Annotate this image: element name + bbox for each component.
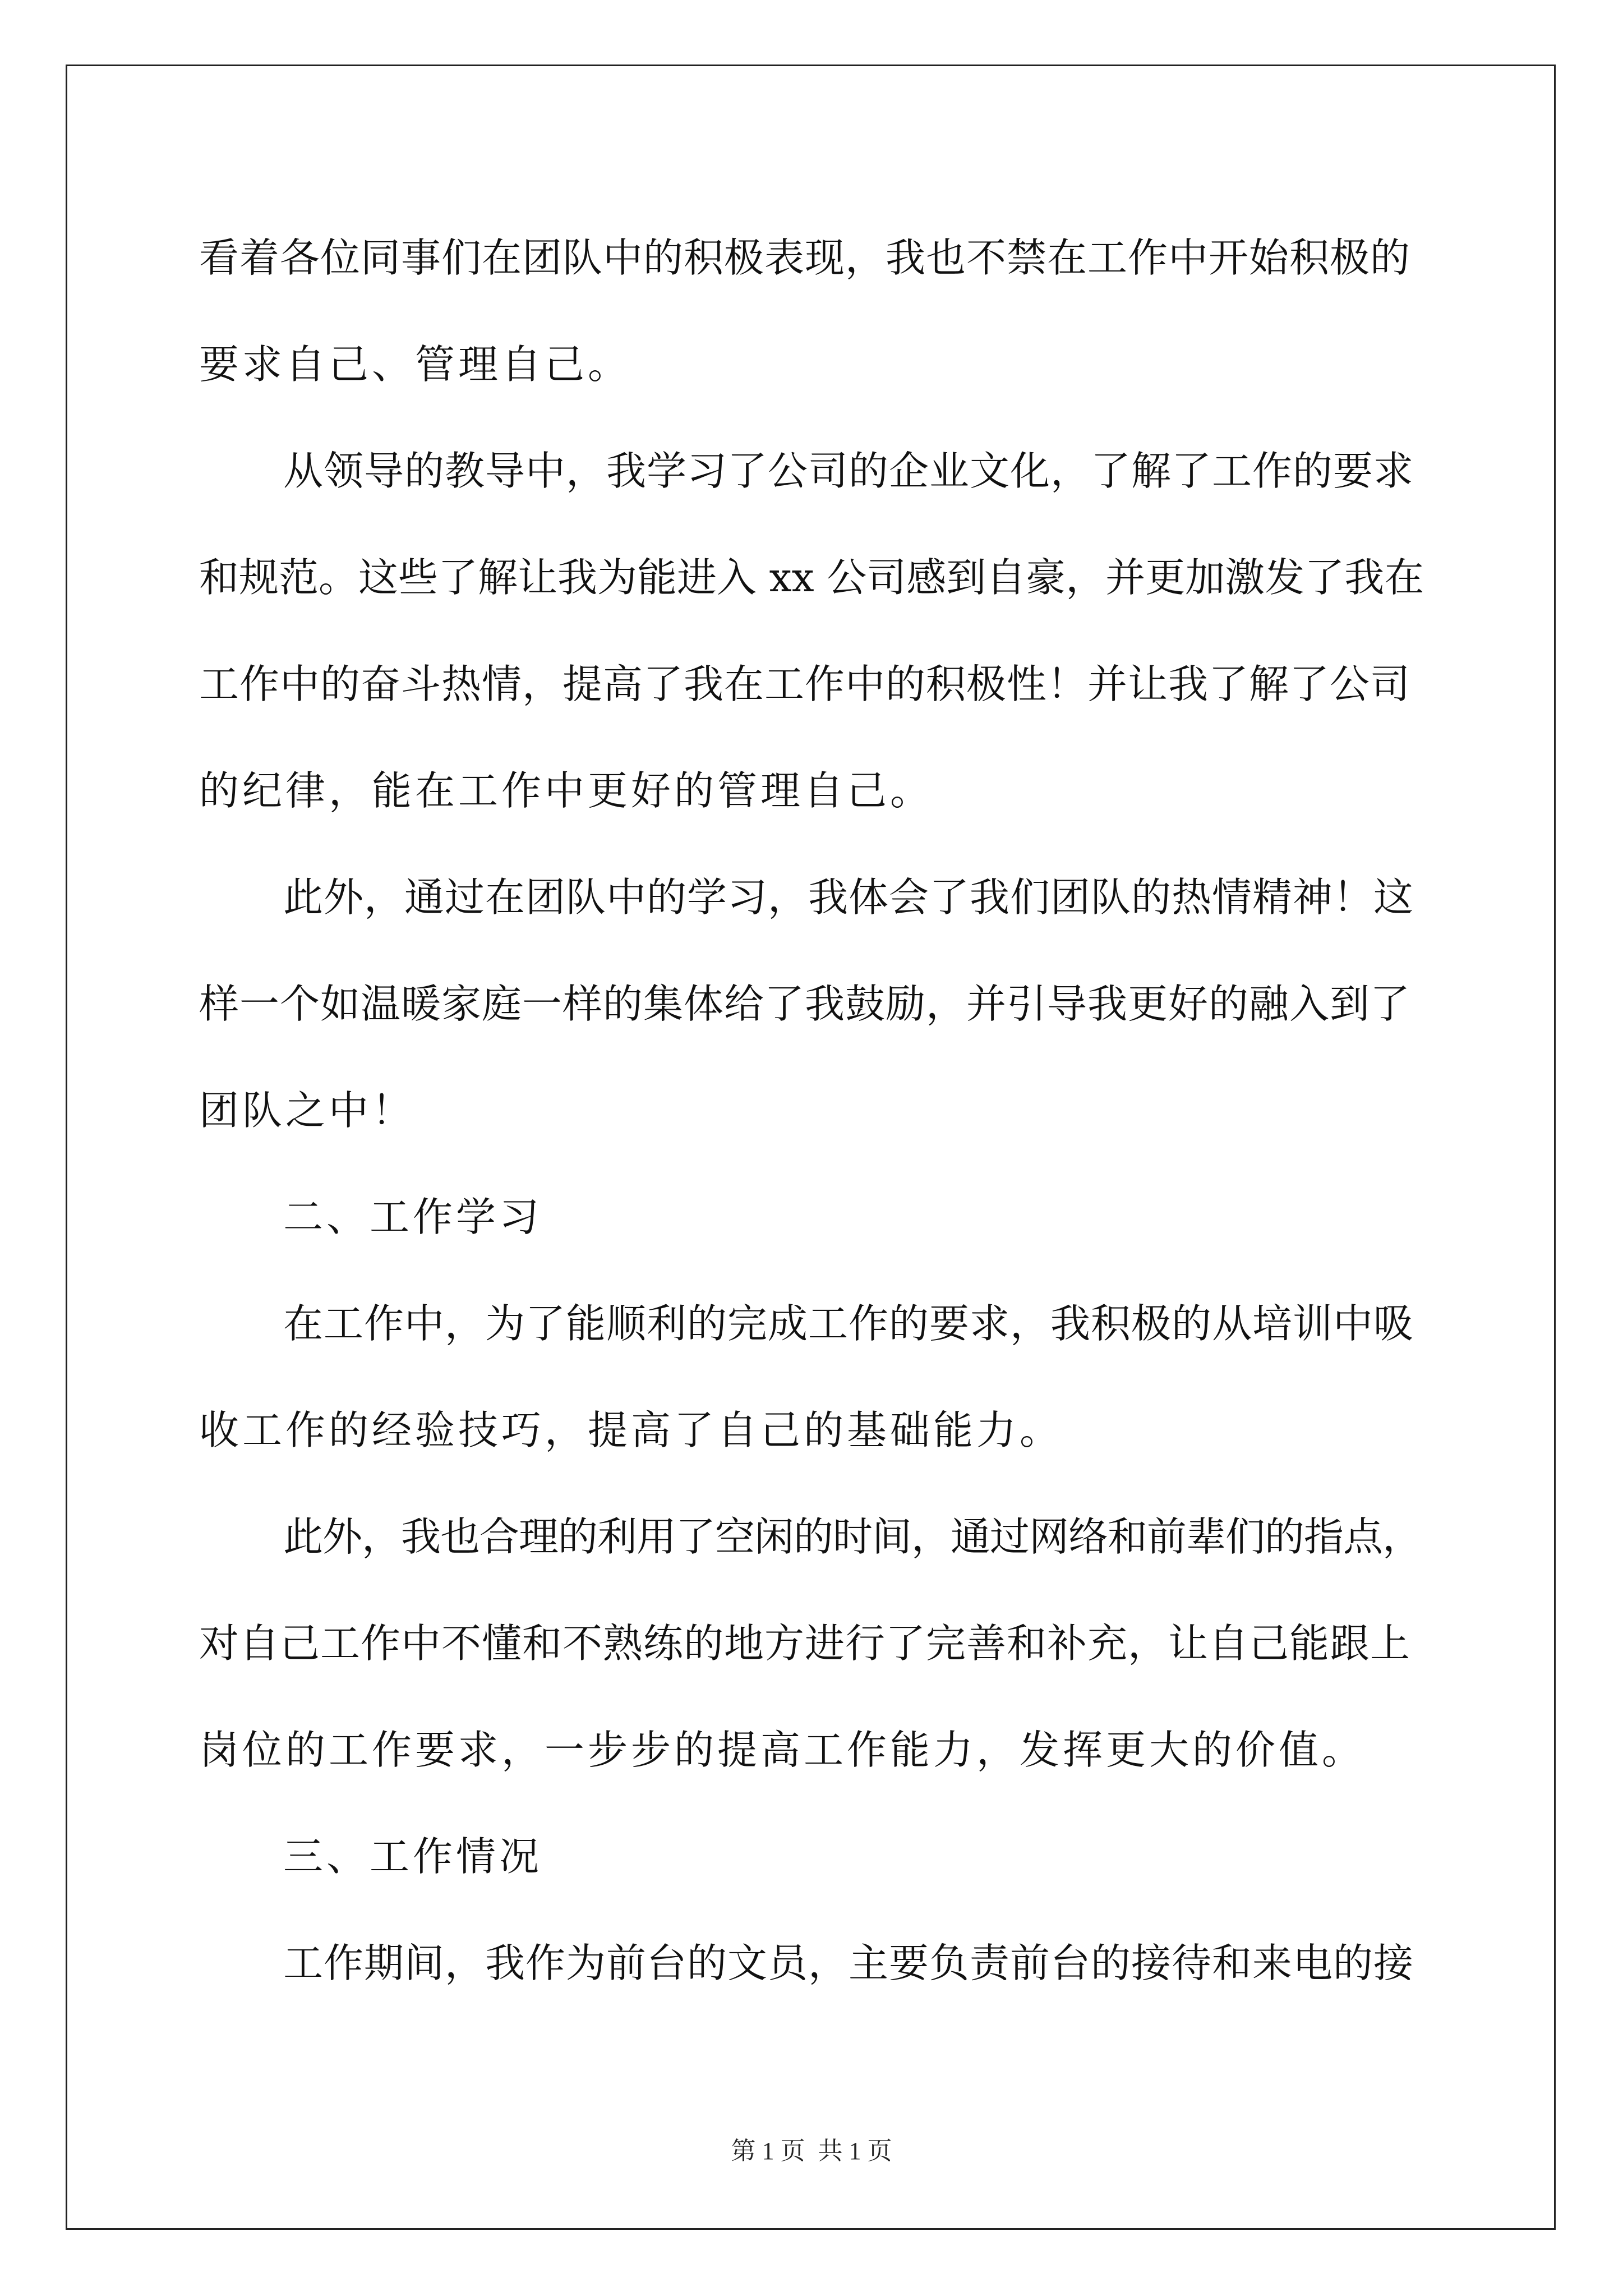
text-line: 对自己工作中不懂和不熟练的地方进行了完善和补充，让自己能跟上: [199, 1620, 1411, 1667]
text-line: 要求自己、管理自己。: [199, 341, 631, 388]
section-heading: 三、工作情况: [283, 1833, 543, 1880]
text-line: 此外，通过在团队中的学习，我体会了我们团队的热情精神！这: [283, 874, 1414, 921]
text-line: 的纪律，能在工作中更好的管理自己。: [199, 767, 934, 814]
text-line: 团队之中！: [199, 1087, 416, 1134]
text-line: 在工作中，为了能顺利的完成工作的要求，我积极的从培训中吸: [283, 1300, 1414, 1347]
text-line: 此外，我也合理的利用了空闲的时间，通过网络和前辈们的指点，: [283, 1513, 1422, 1560]
page-total: 共 1 页: [818, 2137, 892, 2165]
text-line: 和规范。这些了解让我为能进入 xx 公司感到自豪，并更加激发了我在: [199, 554, 1424, 601]
text-line: 收工作的经验技巧，提高了自己的基础能力。: [199, 1407, 1063, 1453]
page-number: 第 1 页: [731, 2137, 805, 2165]
text-line: 从领导的教导中，我学习了公司的企业文化，了解了工作的要求: [283, 448, 1414, 494]
text-line: 工作中的奋斗热情，提高了我在工作中的积极性！并让我了解了公司: [199, 661, 1411, 707]
text-line: 看着各位同事们在团队中的积极表现，我也不禁在工作中开始积极的: [199, 234, 1411, 281]
text-line: 工作期间，我作为前台的文员，主要负责前台的接待和来电的接: [283, 1940, 1414, 1986]
section-heading: 二、工作学习: [283, 1194, 543, 1240]
page-footer: [0, 2134, 1623, 2168]
document-body: [199, 205, 1427, 2017]
text-line: 岗位的工作要求，一步步的提高工作能力，发挥更大的价值。: [199, 1727, 1366, 1773]
text-line: 样一个如温暖家庭一样的集体给了我鼓励，并引导我更好的融入到了: [199, 981, 1411, 1027]
